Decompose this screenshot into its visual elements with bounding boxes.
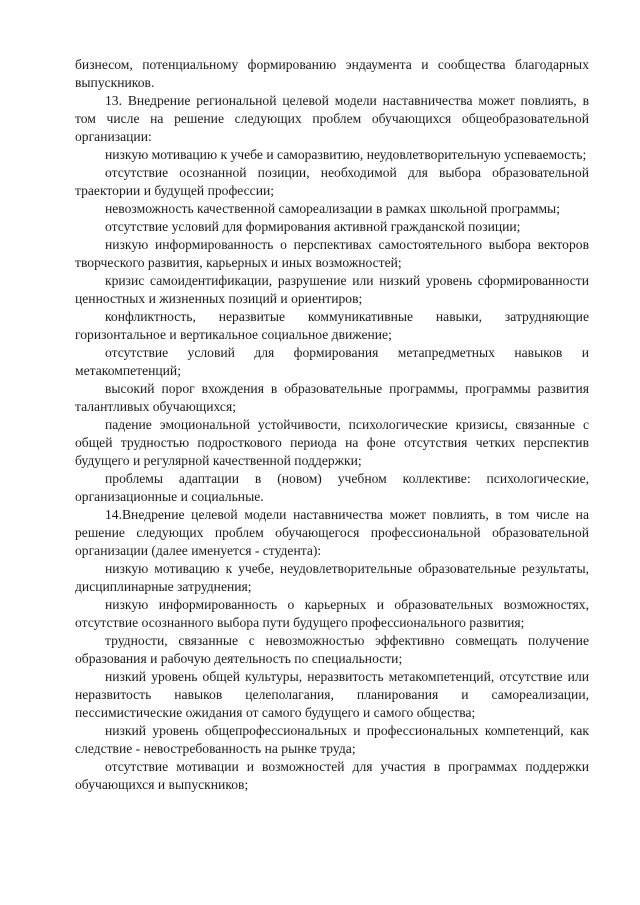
- paragraph: трудности, связанные с невозможностью эффективно совмещать получение образования и рабочую деятельность по специальности;: [75, 633, 589, 666]
- paragraph: конфликтность, неразвитые коммуникативные навыки, затрудняющие горизонтальное и вертикальное социальное движение;: [75, 309, 589, 342]
- paragraph: отсутствие условий для формирования метапредметных навыков и метакомпетенций;: [75, 345, 589, 378]
- paragraph: низкую информированность о карьерных и образовательных возможностях, отсутствие осознанного выбора пути будущего профессионального развития;: [75, 597, 589, 630]
- paragraph: низкий уровень общепрофессиональных и профессиональных компетенций, как следствие - невостребованность на рынке труда;: [75, 723, 589, 756]
- paragraph: бизнесом, потенциальному формированию эндаумента и сообщества благодарных выпускников.: [75, 57, 589, 90]
- paragraph: проблемы адаптации в (новом) учебном коллективе: психологические, организационные и социальные.: [75, 471, 589, 504]
- paragraph: отсутствие осознанной позиции, необходимой для выбора образовательной траектории и будущей профессии;: [75, 165, 589, 198]
- paragraph: 13. Внедрение региональной целевой модели наставничества может повлиять, в том числе на решение следующих проблем обучающихся общеобразовательной организации:: [75, 93, 589, 144]
- paragraph: падение эмоциональной устойчивости, психологические кризисы, связанные с общей трудностью подросткового периода на фоне отсутствия четких перспектив будущего и регулярной качественной поддержки;: [75, 417, 589, 468]
- paragraph: низкий уровень общей культуры, неразвитость метакомпетенций, отсутствие или неразвитость навыков целеполагания, планирования и самореализации, пессимистические ожидания от самого будущего и самого общества;: [75, 669, 589, 720]
- paragraph: отсутствие мотивации и возможностей для участия в программах поддержки обучающихся и выпускников;: [75, 759, 589, 792]
- paragraph: низкую мотивацию к учебе и саморазвитию, неудовлетворительную успеваемость;: [105, 147, 587, 162]
- paragraph: невозможность качественной самореализации в рамках школьной программы;: [105, 201, 560, 216]
- paragraph: низкую информированность о перспективах самостоятельного выбора векторов творческого развития, карьерных и иных возможностей;: [75, 237, 589, 270]
- paragraph: 14.Внедрение целевой модели наставничества может повлиять, в том числе на решение следующих проблем обучающегося профессиональной образовательной организации (далее именуется - студента):: [75, 507, 589, 558]
- paragraph: кризис самоидентификации, разрушение или низкий уровень сформированности ценностных и жизненных позиций и ориентиров;: [75, 273, 589, 306]
- paragraph: низкую мотивацию к учебе, неудовлетворительные образовательные результаты, дисциплинарные затруднения;: [75, 561, 589, 594]
- document-body: [75, 56, 589, 794]
- paragraph: отсутствие условий для формирования активной гражданской позиции;: [105, 219, 521, 234]
- paragraph: высокий порог вхождения в образовательные программы, программы развития талантливых обучающихся;: [75, 381, 589, 414]
